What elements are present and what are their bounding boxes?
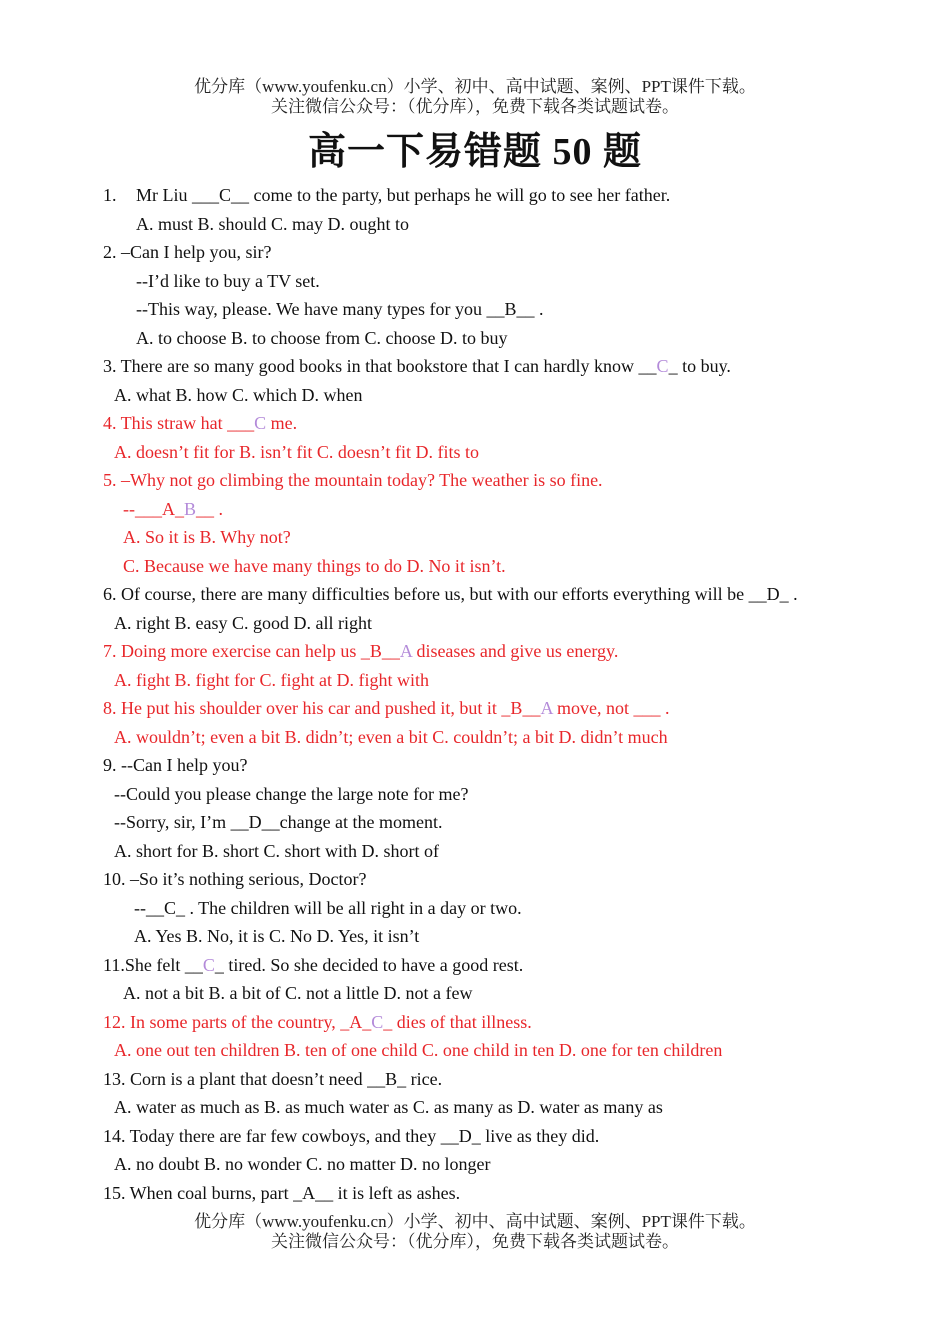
- question-2-dialog-2: --This way, please. We have many types for you __B__ .: [136, 299, 544, 319]
- question-13-options: A. water as much as B. as much water as C. as many as D. water as many as: [114, 1097, 663, 1117]
- question-1-number: 1.: [103, 185, 117, 205]
- question-5-options-2: C. Because we have many things to do D. No it isn’t.: [123, 555, 506, 576]
- question-1-options: A. must B. should C. may D. ought to: [136, 213, 410, 234]
- question-5-response-a: --___A_: [123, 498, 184, 519]
- question-4-text-a: 4. This straw hat ___: [103, 413, 255, 433]
- question-1-stem: [103, 181, 903, 210]
- question-2-stem: 2. –Can I help you, sir?: [103, 242, 272, 262]
- question-11-options: A. not a bit B. a bit of C. not a little D. not a few: [123, 983, 473, 1003]
- question-9-dialog-2: --Sorry, sir, I’m __D__change at the moment.: [114, 812, 443, 832]
- question-3-options: A. what B. how C. which D. when: [114, 384, 363, 405]
- question-7-text-a: 7. Doing more exercise can help us _B__: [103, 641, 400, 661]
- question-4-mark: C: [254, 413, 267, 433]
- question-8-text-a: 8. He put his shoulder over his car and pushed it, but it _B__: [103, 698, 541, 718]
- question-8-mark: A: [540, 698, 553, 718]
- question-5-stem: 5. –Why not go climbing the mountain today? The weather is so fine.: [103, 470, 603, 490]
- question-2-options: A. to choose B. to choose from C. choose D. to buy: [136, 327, 508, 348]
- question-7-text-b: diseases and give us energy.: [411, 641, 619, 661]
- question-9-options: A. short for B. short C. short with D. short of: [114, 840, 439, 861]
- question-6-stem: 6. Of course, there are many difficulties before us, but with our efforts everything will be __D_ .: [103, 584, 798, 604]
- question-10-options: A. Yes B. No, it is C. No D. Yes, it isn’t: [134, 926, 420, 946]
- question-10-dialog: --__C_ . The children will be all right in a day or two.: [134, 897, 522, 918]
- question-1-text: Mr Liu ___C__ come to the party, but perhaps he will go to see her father.: [136, 185, 671, 205]
- question-6-options: A. right B. easy C. good D. all right: [114, 612, 372, 633]
- question-3-text-b: _ to buy.: [668, 356, 731, 376]
- question-5-options-1: A. So it is B. Why not?: [123, 527, 291, 547]
- question-12-options: A. one out ten children B. ten of one child C. one child in ten D. one for ten children: [114, 1040, 723, 1060]
- question-3-text-a: 3. There are so many good books in that bookstore that I can hardly know __: [103, 356, 657, 376]
- page-footer: [0, 1212, 950, 1252]
- question-5-mark: B: [184, 498, 197, 519]
- question-4-options: A. doesn’t fit for B. isn’t fit C. doesn’t fit D. fits to: [114, 441, 479, 462]
- page-title: 高一下易错题 50 题: [307, 131, 642, 173]
- question-12-text-b: _ dies of that illness.: [383, 1011, 532, 1032]
- question-11-text-a: 11.She felt __: [103, 954, 203, 975]
- question-3-mark: C: [656, 356, 669, 376]
- question-10-stem: 10. –So it’s nothing serious, Doctor?: [103, 869, 367, 889]
- question-7-stem: [103, 637, 903, 666]
- question-13-stem: 13. Corn is a plant that doesn’t need __B_ rice.: [103, 1068, 443, 1089]
- question-8-text-b: move, not ___ .: [552, 698, 670, 718]
- question-11-text-b: _ tired. So she decided to have a good rest.: [214, 954, 524, 975]
- question-4-text-b: me.: [266, 413, 298, 433]
- question-14-stem: 14. Today there are far few cowboys, and they __D_ live as they did.: [103, 1125, 600, 1146]
- question-7-mark: A: [399, 641, 412, 661]
- page-header: [0, 77, 950, 117]
- question-12-text-a: 12. In some parts of the country, _A_: [103, 1011, 372, 1032]
- question-5-response-b: __ .: [196, 498, 224, 519]
- question-8-options: A. wouldn’t; even a bit B. didn’t; even a bit C. couldn’t; a bit D. didn’t much: [114, 726, 668, 747]
- question-5-response: [103, 495, 903, 524]
- question-7-options: A. fight B. fight for C. fight at D. fight with: [114, 669, 429, 690]
- question-14-options: A. no doubt B. no wonder C. no matter D. no longer: [114, 1154, 491, 1174]
- question-15-stem: 15. When coal burns, part _A__ it is left as ashes.: [103, 1182, 461, 1203]
- question-8-stem: [103, 694, 903, 723]
- question-3-stem: [103, 352, 903, 381]
- question-9-stem: 9. --Can I help you?: [103, 755, 248, 775]
- question-list: [103, 181, 903, 1207]
- question-11-mark: C: [202, 954, 215, 975]
- question-12-stem: [103, 1008, 903, 1037]
- question-9-dialog-1: --Could you please change the large note for me?: [114, 783, 469, 804]
- question-12-mark: C: [371, 1011, 384, 1032]
- footer-line-2: 关注微信公众号：（优分库），免费下载各类试题试卷。: [271, 1232, 679, 1251]
- header-line-1: 优分库（www.youfenku.cn）小学、初中、高中试题、案例、PPT课件下载。: [194, 77, 756, 96]
- header-line-2: 关注微信公众号：（优分库），免费下载各类试题试卷。: [271, 97, 679, 116]
- question-11-stem: [103, 951, 903, 980]
- question-2-dialog-1: --I’d like to buy a TV set.: [136, 270, 320, 291]
- question-4-stem: [103, 409, 903, 438]
- footer-line-1: 优分库（www.youfenku.cn）小学、初中、高中试题、案例、PPT课件下载。: [194, 1212, 756, 1231]
